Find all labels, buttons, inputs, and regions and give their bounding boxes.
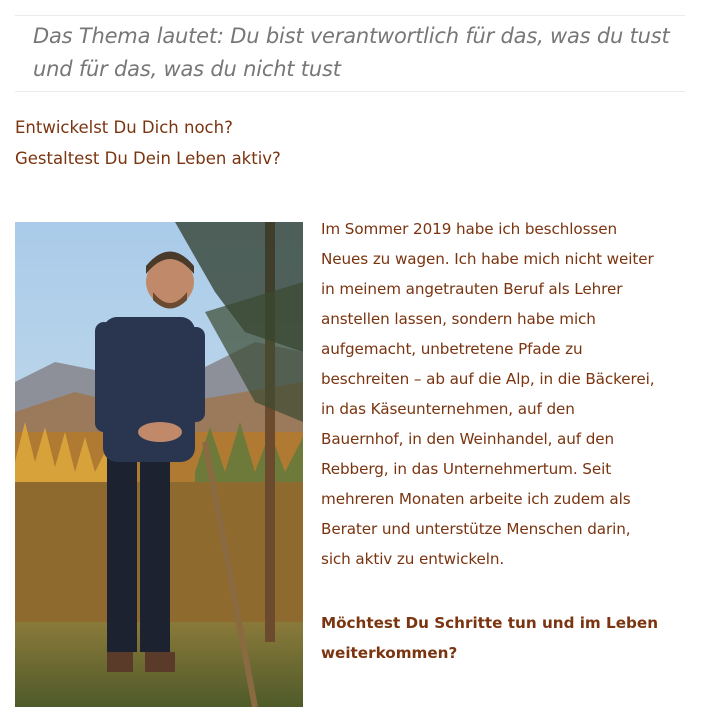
intro-paragraph: [321, 214, 691, 574]
paragraph-line: sich aktiv zu entwickeln.: [321, 550, 505, 568]
quote-text: Das Thema lautet: Du bist verantwortlich für das, was du tust und für das, was du nicht tust: [33, 24, 670, 81]
cta-question: [321, 608, 691, 668]
paragraph-line: aufgemacht, unbetretene Pfade zu: [321, 340, 583, 358]
hiker-photo: [15, 222, 303, 707]
paragraph-line: in meinem angetrauten Beruf als Lehrer: [321, 280, 623, 298]
blockquote: [15, 15, 685, 92]
cta-line: Möchtest Du Schritte tun und im Leben: [321, 614, 659, 632]
paragraph-line: Rebberg, in das Unternehmertum. Seit: [321, 460, 612, 478]
paragraph-line: beschreiten – ab auf die Alp, in die Bäckerei,: [321, 370, 655, 388]
paragraph-line: anstellen lassen, sondern habe mich: [321, 310, 596, 328]
paragraph-line: mehreren Monaten arbeite ich zudem als: [321, 490, 631, 508]
paragraph-line: Im Sommer 2019 habe ich beschlossen: [321, 220, 617, 238]
paragraph-line: Neues zu wagen. Ich habe mich nicht weiter: [321, 250, 654, 268]
paragraph-line: Bauernhof, in den Weinhandel, auf den: [321, 430, 615, 448]
intro-question-1: Entwickelst Du Dich noch?: [15, 118, 233, 137]
intro-question-2: Gestaltest Du Dein Leben aktiv?: [15, 149, 281, 168]
cta-line: weiterkommen?: [321, 644, 458, 662]
paragraph-line: in das Käseunternehmen, auf den: [321, 400, 575, 418]
paragraph-line: Berater und unterstütze Menschen darin,: [321, 520, 631, 538]
